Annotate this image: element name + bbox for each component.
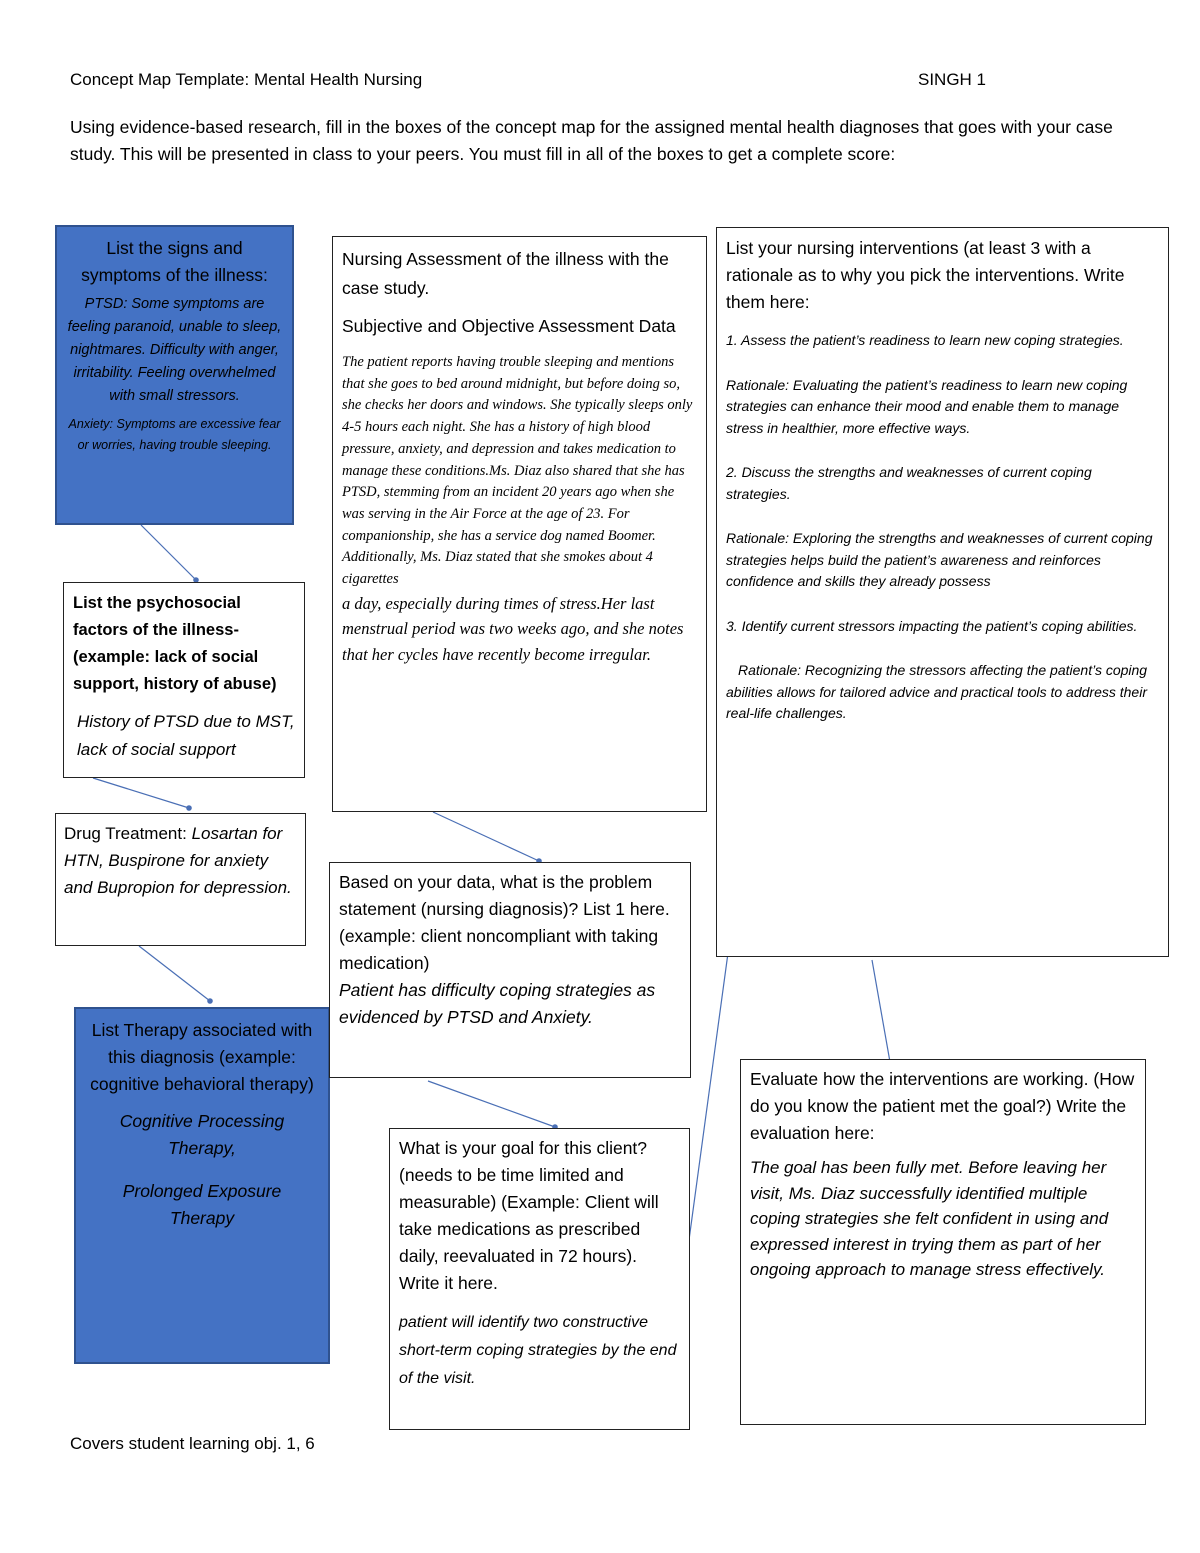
- rationale-1: Rationale: Evaluating the patient’s readiness to learn new coping strategies can enhance their mood and enable them to manage stress in healthier, more effective ways.: [726, 376, 1128, 436]
- nursing-interventions-box: [716, 227, 1169, 957]
- page-title: Concept Map Template: Mental Health Nursing: [70, 70, 423, 89]
- goal-heading: What is your goal for this client? (needs to be time limited and measurable) (Example: Client will take medications as prescribed daily, reevaluated in 72 hours). Write it here.: [399, 1138, 659, 1293]
- connector-goal-to-interventions: [689, 953, 728, 1240]
- problem-heading: Based on your data, what is the problem statement (nursing diagnosis)? List 1 here. (example: client noncompliant with taking medication): [339, 872, 670, 973]
- psychosocial-heading: List the psychosocial factors of the illness-(example: lack of social support, history of abuse): [73, 594, 277, 693]
- therapy-answer-2: Prolonged Exposure Therapy: [122, 1181, 282, 1228]
- signs-ptsd: PTSD: Some symptoms are feeling paranoid, unable to sleep, nightmares. Difficulty with anger, irritability. Feeling overwhelmed with small stressors.: [67, 296, 282, 404]
- connector-psychosocial-to-drug: [93, 778, 189, 808]
- connector-assessment-to-problem: [433, 812, 539, 861]
- assessment-subheading: Subjective and Objective Assessment Data: [342, 316, 676, 336]
- psychosocial-answer: History of PTSD due to MST, lack of social support: [77, 712, 295, 759]
- therapy-heading: List Therapy associated with this diagnosis (example: cognitive behavioral therapy): [90, 1020, 314, 1094]
- page-label: SINGH 1: [918, 70, 987, 89]
- drug-label: Drug Treatment:: [64, 824, 192, 843]
- footer-note: Covers student learning obj. 1, 6: [70, 1434, 315, 1453]
- rationale-2: Rationale: Exploring the strengths and weaknesses of current coping strategies helps build the patient’s awareness and reinforces confidence and skills they already possess: [726, 530, 1153, 589]
- connector-interventions-to-evaluation: [872, 960, 890, 1062]
- therapy-box: [74, 1007, 330, 1364]
- therapy-answer-1: Cognitive Processing Therapy,: [119, 1111, 285, 1158]
- assessment-heading: Nursing Assessment of the illness with the case study.: [342, 249, 669, 298]
- problem-answer: Patient has difficulty coping strategies as evidenced by PTSD and Anxiety.: [339, 980, 656, 1027]
- problem-statement-box: [329, 862, 691, 1078]
- interventions-heading: List your nursing interventions (at least 3 with a rationale as to why you pick the interventions. Write them here:: [726, 238, 1125, 312]
- evaluation-answer: The goal has been fully met. Before leaving her visit, Ms. Diaz successfully identified multiple coping strategies she felt confident in using and expressed interest in trying them as part of her ongoing approach to manage stress effectively.: [750, 1158, 1109, 1279]
- intervention-1: 1. Assess the patient’s readiness to learn new coping strategies.: [726, 332, 1124, 348]
- signs-heading: List the signs and symptoms of the illness:: [81, 238, 268, 285]
- instructions: Using evidence-based research, fill in the boxes of the concept map for the assigned mental health diagnoses that goes with your case study. This will be presented in class to your peers. You must fill in all of the boxes to get a complete score:: [70, 117, 1113, 164]
- rationale-3: Rationale: Recognizing the stressors affecting the patient’s coping abilities allows for tailored advice and practical tools to address their real-life challenges.: [726, 662, 1148, 721]
- evaluation-heading: Evaluate how the interventions are working. (How do you know the patient met the goal?) Write the evaluation here:: [750, 1069, 1135, 1143]
- connector-signs-to-psychosocial: [141, 525, 196, 580]
- goal-answer: patient will identify two constructive short-term coping strategies by the end of the visit.: [399, 1314, 677, 1387]
- connector-problem-to-goal: [428, 1081, 555, 1127]
- evaluation-box: [740, 1059, 1146, 1425]
- assessment-data-2: a day, especially during times of stress.Her last menstrual period was two weeks ago, and she notes that her cycles have recently become irregular.: [342, 593, 684, 664]
- connector-drug-to-therapy: [139, 946, 210, 1001]
- drug-treatment-box: [55, 813, 306, 946]
- drug-answer: Losartan for HTN, Buspirone for anxiety and Bupropion for depression.: [64, 824, 292, 897]
- signs-anxiety: Anxiety: Symptoms are excessive fear or worries, having trouble sleeping.: [68, 417, 281, 452]
- intervention-3: 3. Identify current stressors impacting the patient’s coping abilities.: [726, 617, 1138, 634]
- assessment-data-1: The patient reports having trouble sleeping and mentions that she goes to bed around midnight, but before doing so, she checks her doors and windows. She typically sleeps only 4-5 hours each night. She has a history of high blood pressure, anxiety, and depression and takes medication to manage these conditions.Ms. Diaz also shared that she has PTSD, stemming from an incident 20 years ago when she was serving in the Air Force at the age of 23. For companionship, she has a service dog named Boomer. Additionally, Ms. Diaz stated that she smokes about 4 cigarettes: [342, 354, 693, 588]
- intervention-2: 2. Discuss the strengths and weaknesses of current coping strategies.: [726, 464, 1092, 502]
- goal-box: [389, 1128, 690, 1430]
- signs-symptoms-box: [55, 225, 294, 525]
- psychosocial-box: [63, 582, 305, 778]
- nursing-assessment-box: [332, 236, 707, 812]
